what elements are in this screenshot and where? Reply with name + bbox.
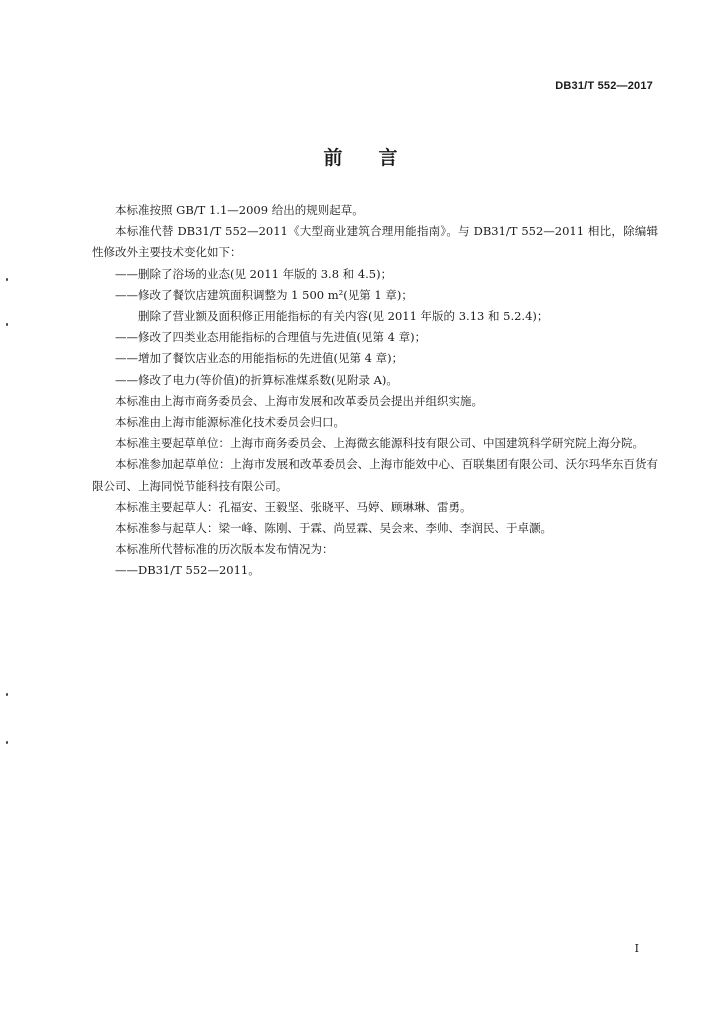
change-item: ——删除了浴场的业态(见 2011 年版的 3.8 和 4.5)；	[115, 266, 393, 281]
change-item: 删除了营业额及面积修正用能指标的有关内容(见 2011 年版的 3.13 和 5.2.4)；	[138, 309, 549, 324]
paragraph-main-drafters: 本标准主要起草人：孔福安、王毅坚、张晓平、马婷、顾琳琳、雷勇。	[115, 499, 472, 514]
paragraph-main-drafters-org: 本标准主要起草单位：上海市商务委员会、上海微玄能源科技有限公司、中国建筑科学研究院上海分院。	[115, 436, 644, 451]
foreword-body	[92, 200, 658, 582]
document-number: DB31/T 552—2017	[555, 80, 653, 92]
paragraph-drafting-rule: 本标准按照 GB/T 1.1—2009 给出的规则起草。	[115, 203, 364, 217]
scan-speck	[6, 741, 8, 744]
change-item: ——修改了四类业态用能指标的合理值与先进值(见第 4 章)；	[115, 330, 427, 345]
paragraph-participating-org: 本标准参加起草单位：上海市发展和改革委员会、上海市能效中心、百联集团有限公司、沃尔玛华东百货有限公司、上海同悦节能科技有限公司。	[92, 457, 658, 493]
history-item: ——DB31/T 552—2011。	[115, 563, 260, 578]
paragraph-administrator: 本标准由上海市能源标准化技术委员会归口。	[115, 415, 345, 430]
paragraph-history: 本标准所代替标准的历次版本发布情况为：	[115, 542, 334, 557]
paragraph-replaces: 本标准代替 DB31/T 552—2011《大型商业建筑合理用能指南》。与 DB31/T 552—2011 相比，除编辑性修改外主要技术变化如下：	[92, 224, 658, 260]
change-item: ——增加了餐饮店业态的用能指标的先进值(见第 4 章)；	[115, 351, 404, 366]
paragraph-participating-drafters: 本标准参与起草人：梁一峰、陈刚、于霖、尚昱霖、吴会来、李帅、李润民、于卓灏。	[115, 521, 552, 536]
page-title: 前言	[323, 147, 434, 169]
page-number: I	[634, 942, 639, 955]
paragraph-proposer: 本标准由上海市商务委员会、上海市发展和改革委员会提出并组织实施。	[115, 393, 483, 408]
change-item: ——修改了电力(等价值)的折算标准煤系数(见附录 A)。	[115, 372, 398, 387]
scan-speck	[6, 323, 8, 326]
change-item: ——修改了餐饮店建筑面积调整为 1 500 m²(见第 1 章)；	[115, 287, 413, 302]
scan-speck	[6, 278, 8, 281]
scan-speck	[6, 693, 8, 696]
